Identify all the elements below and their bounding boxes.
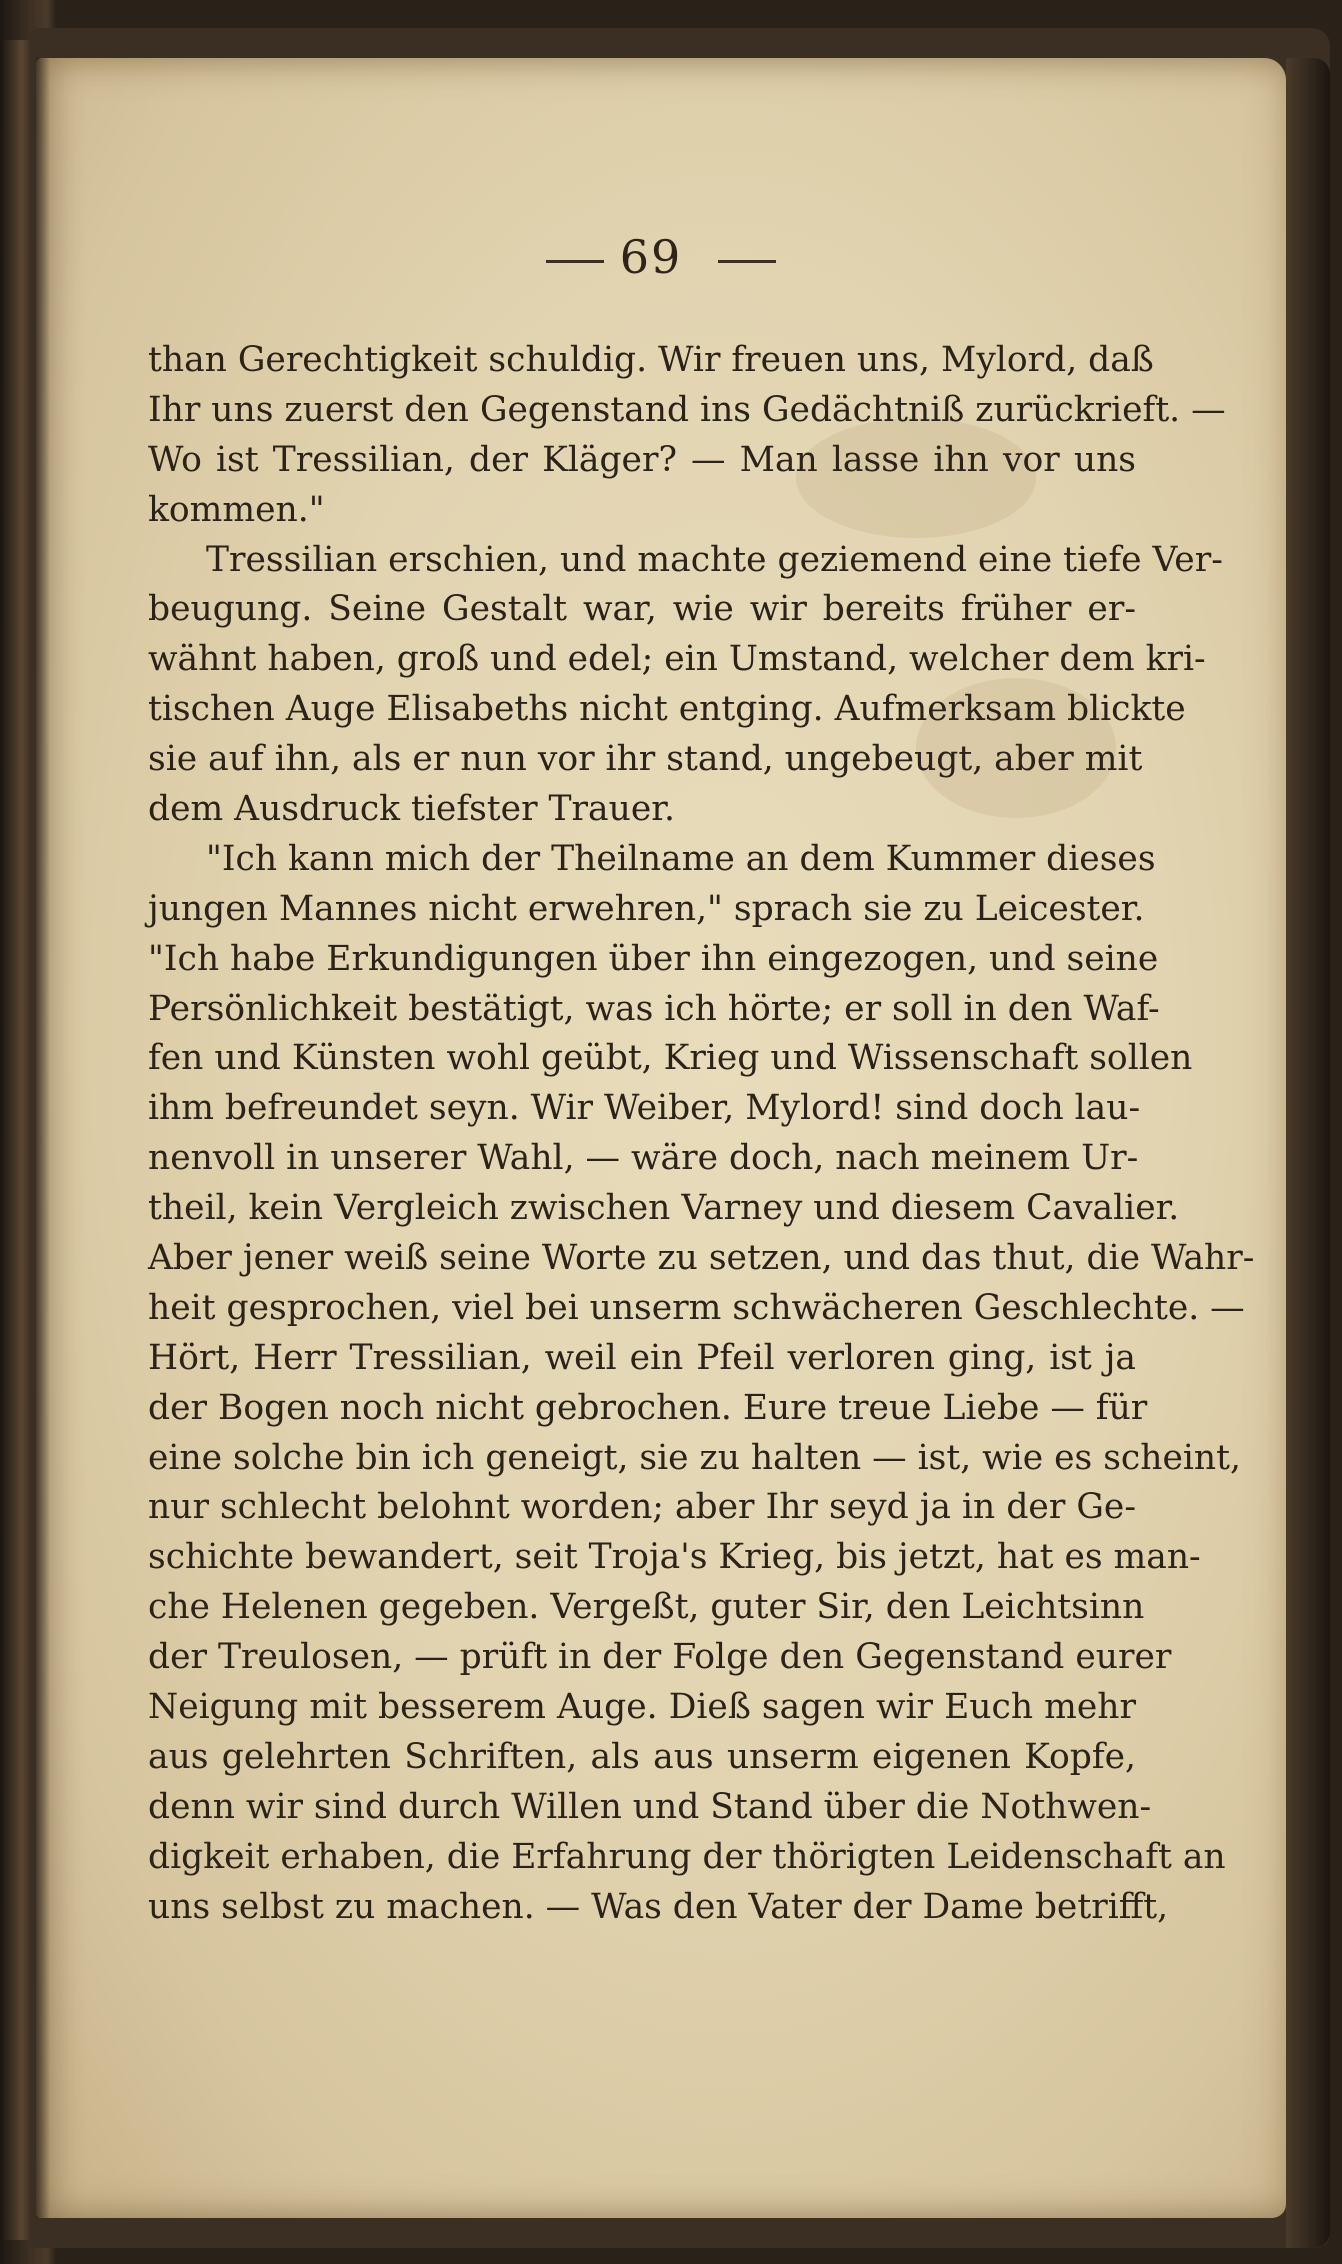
book-page	[36, 58, 1286, 2218]
text-line: che Helenen gegeben. Vergeßt, guter Sir, den Leichtsinn	[148, 1587, 1145, 1628]
text-line: denn wir sind durch Willen und Stand über die Nothwen-	[148, 1786, 1152, 1827]
header-dash-right	[718, 260, 776, 263]
text-line: kommen."	[148, 489, 325, 530]
text-line: sie auf ihn, als er nun vor ihr stand, ungebeugt, aber mit	[148, 739, 1143, 780]
text-line: Ihr uns zuerst den Gegenstand ins Gedächtniß zurückrieft. —	[148, 389, 1226, 430]
text-line: schichte bewandert, seit Troja's Krieg, bis jetzt, hat es man-	[148, 1537, 1201, 1578]
page-body	[148, 336, 1255, 1933]
text-line: heit gesprochen, viel bei unserm schwächeren Geschlechte. —	[148, 1287, 1245, 1328]
page-header	[36, 230, 1286, 284]
text-line: "Ich kann mich der Theilname an dem Kummer dieses	[206, 838, 1156, 879]
page-number: 69	[619, 230, 683, 284]
text-line: "Ich habe Erkundigungen über ihn eingezogen, und seine	[148, 938, 1159, 979]
header-dash-left	[546, 260, 604, 263]
text-line: eine solche bin ich geneigt, sie zu halten — ist, wie es scheint,	[148, 1437, 1241, 1478]
text-line: ihm befreundet seyn. Wir Weiber, Mylord! sind doch lau-	[148, 1088, 1141, 1129]
text-line: aus gelehrten Schriften, als aus unserm eigenen Kopfe,	[148, 1736, 1136, 1777]
text-line: nur schlecht belohnt worden; aber Ihr seyd ja in der Ge-	[148, 1487, 1136, 1528]
text-line: tischen Auge Elisabeths nicht entging. Aufmerksam blickte	[148, 689, 1186, 730]
text-line: than Gerechtigkeit schuldig. Wir freuen uns, Mylord, daß	[148, 340, 1154, 380]
text-line: Persönlichkeit bestätigt, was ich hörte; er soll in den Waf-	[148, 988, 1160, 1029]
text-line: Tressilian erschien, und machte geziemend eine tiefe Ver-	[206, 539, 1223, 580]
text-line: fen und Künsten wohl geübt, Krieg und Wissenschaft sollen	[148, 1038, 1193, 1079]
text-line: der Bogen noch nicht gebrochen. Eure treue Liebe — für	[148, 1387, 1148, 1428]
text-line: der Treulosen, — prüft in der Folge den Gegenstand eurer	[148, 1637, 1172, 1678]
text-line: digkeit erhaben, die Erfahrung der thörigten Leidenschaft an	[148, 1836, 1226, 1877]
text-line: Neigung mit besserem Auge. Dieß sagen wir Euch mehr	[148, 1687, 1136, 1728]
text-line: Hört, Herr Tressilian, weil ein Pfeil verloren ging, ist ja	[148, 1337, 1136, 1378]
text-line: nenvoll in unserer Wahl, — wäre doch, nach meinem Ur-	[148, 1138, 1139, 1179]
text-line: dem Ausdruck tiefster Trauer.	[148, 789, 675, 830]
text-line: Aber jener weiß seine Worte zu setzen, und das thut, die Wahr-	[148, 1238, 1255, 1279]
text-line: Wo ist Tressilian, der Kläger? — Man lasse ihn vor uns	[148, 439, 1136, 480]
text-line: wähnt haben, groß und edel; ein Umstand, welcher dem kri-	[148, 639, 1206, 680]
text-line: uns selbst zu machen. — Was den Vater der Dame betrifft,	[148, 1886, 1169, 1927]
text-line: beugung. Seine Gestalt war, wie wir bereits früher er-	[148, 589, 1136, 630]
text-line: theil, kein Vergleich zwischen Varney und diesem Cavalier.	[148, 1188, 1180, 1229]
text-line: jungen Mannes nicht erwehren," sprach sie zu Leicester.	[148, 888, 1145, 929]
page-gutter	[36, 58, 50, 2218]
cover-edge	[1286, 58, 1330, 2248]
